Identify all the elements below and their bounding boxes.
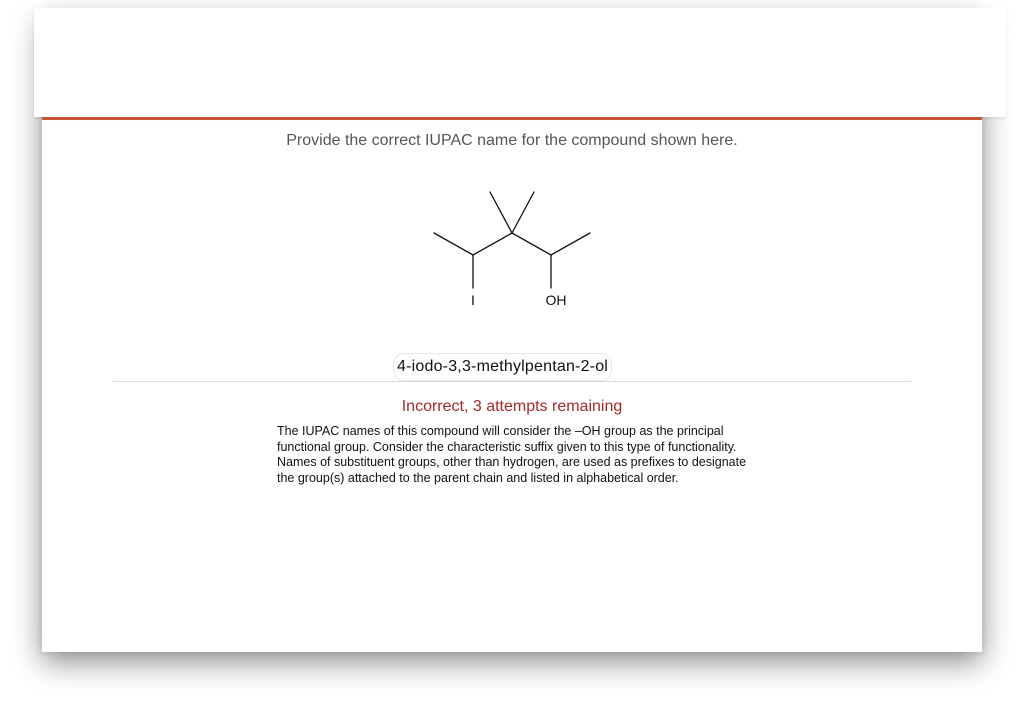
accent-divider bbox=[42, 117, 982, 120]
bond-c3-c4 bbox=[512, 233, 551, 255]
feedback-explanation: The IUPAC names of this compound will consider the –OH group as the principal functional group. Consider the characteristic suffix given to this type of functionality. Names of substituent groups, other than hydrogen, are used as prefixes to designate the group(s) attached to the parent chain and listed in alphabetical order. bbox=[277, 424, 747, 485]
answer-input[interactable]: 4-iodo-3,3-methylpentan-2-ol bbox=[393, 353, 612, 381]
hydroxyl-label: OH bbox=[545, 292, 567, 308]
bond-c4-c5 bbox=[551, 233, 590, 255]
skeletal-structure-diagram bbox=[420, 182, 610, 317]
section-divider bbox=[113, 381, 911, 382]
header-panel bbox=[34, 8, 1006, 117]
bond-c3-methyl-b bbox=[512, 192, 534, 233]
bond-c3-methyl-a bbox=[490, 192, 512, 233]
bond-c2-c3 bbox=[473, 233, 512, 255]
bond-c1-c2 bbox=[434, 233, 473, 255]
question-prompt: Provide the correct IUPAC name for the compound shown here. bbox=[286, 132, 738, 149]
iodine-label: I bbox=[471, 292, 475, 308]
feedback-status: Incorrect, 3 attempts remaining bbox=[401, 398, 623, 415]
